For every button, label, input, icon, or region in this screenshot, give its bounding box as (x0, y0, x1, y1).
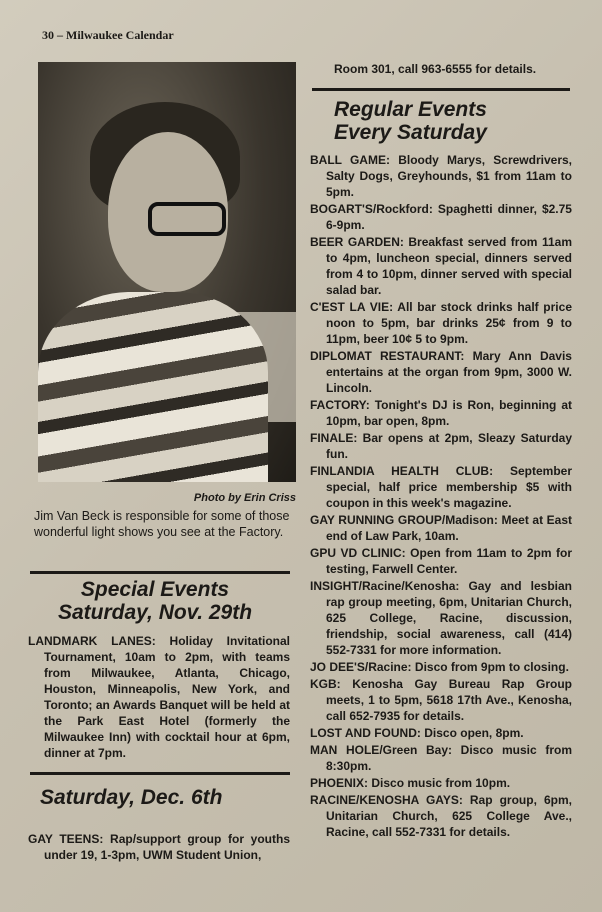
event-text: Rap/support group for youths under 19, 1-3pm, UWM Student Union, (44, 832, 290, 862)
event-name: GAY TEENS: (28, 832, 104, 846)
list-item (310, 152, 572, 200)
list-item (310, 676, 572, 724)
event-text: Bloody Marys, Screwdrivers, Salty Dogs, Greyhounds, $1 from 11am to 5pm. (326, 153, 572, 199)
event-name: BOGART'S/Rockford: (310, 202, 433, 216)
photo-jim-van-beck (38, 62, 296, 482)
divider-regular (312, 88, 570, 91)
list-item (310, 348, 572, 396)
special-events-title (30, 578, 280, 624)
list-item (310, 201, 572, 233)
special-title-line1: Special Events (80, 578, 230, 601)
event-name: LOST AND FOUND: (310, 726, 421, 740)
event-name: FINLANDIA HEALTH CLUB: (310, 464, 494, 478)
regular-events (310, 98, 572, 841)
list-item (310, 299, 572, 347)
event-name: JO DEE'S/Racine: (310, 660, 412, 674)
event-name: GAY RUNNING GROUP/Madison: (310, 513, 498, 527)
list-item (310, 463, 572, 511)
continuation-text: Room 301, call 963-6555 for details. (334, 62, 537, 76)
page-header: 30 – Milwaukee Calendar (42, 28, 174, 42)
event-text: Disco from 9pm to closing. (414, 660, 569, 674)
event-text: Mary Ann Davis entertains at the organ from 9pm, 3000 W. Lincoln. (326, 349, 572, 395)
event-text: Spaghetti dinner, $2.75 6-9pm. (326, 202, 572, 232)
event-text: All bar stock drinks half price noon to 5pm, bar drinks 25¢ from 9 to 11pm, beer 10¢ 5 to 9pm. (326, 300, 572, 346)
list-item (310, 234, 572, 298)
event-text: Disco music from 8:30pm. (326, 743, 572, 773)
event-text: Meet at East end of Law Park, 10am. (326, 513, 573, 543)
photo-credit: Photo by Erin Criss (193, 492, 296, 504)
list-item (310, 725, 572, 741)
divider-special (30, 571, 290, 574)
event-name: FACTORY: (310, 398, 370, 412)
dec6-list (28, 831, 290, 863)
event-name: MAN HOLE/Green Bay: (310, 743, 452, 757)
event-name: FINALE: (310, 431, 358, 445)
event-text: Bar opens at 2pm, Sleazy Saturday fun. (326, 431, 572, 461)
event-text: Holiday Invitational Tournament, 10am to 2pm, with teams from Milwaukee, Atlanta, Chicago, Houston, Minneapolis, New York, and Toronto; an Awards Banquet will be held at the Park East Hotel (formerly the Milwaukee Inn) with cocktail hour at 6pm, dinner at 7pm. (44, 634, 290, 760)
event-name: LANDMARK LANES: (28, 634, 156, 648)
event-name: GPU VD CLINIC: (310, 546, 406, 560)
event-text: Rap group, 6pm, Unitarian Church, 625 College Ave., Racine, call 552-7331 for details. (326, 793, 572, 839)
event-name: INSIGHT/Racine/Kenosha: (310, 579, 460, 593)
event-name: BEER GARDEN: (310, 235, 404, 249)
list-item (310, 430, 572, 462)
regular-events-title (310, 98, 572, 144)
photo-caption: Jim Van Beck is responsible for some of those wonderful light shows you see at the Factory. (34, 509, 290, 539)
photo-glasses (148, 202, 226, 236)
divider-dec6 (30, 772, 290, 775)
event-text: Breakfast served from 11am to 4pm, luncheon special, dinners served from 4 to 10pm, dinner served with special salad bar. (326, 235, 572, 297)
event-name: RACINE/KENOSHA GAYS: (310, 793, 463, 807)
photo-striped-shirt (38, 292, 268, 482)
list-item (310, 578, 572, 658)
event-text: Tonight's DJ is Ron, beginning at 10pm, bar open, 8pm. (326, 398, 572, 428)
event-name: PHOENIX: (310, 776, 369, 790)
regular-events-list (310, 152, 572, 840)
list-item (310, 775, 572, 791)
list-item (310, 659, 572, 675)
event-name: BALL GAME: (310, 153, 390, 167)
list-item (310, 397, 572, 429)
regular-title-line2: Every Saturday (334, 121, 487, 144)
event-name: KGB: (310, 677, 341, 691)
list-item (310, 545, 572, 577)
event-name: C'EST LA VIE: (310, 300, 394, 314)
list-item (28, 831, 290, 863)
event-text: Gay and lesbian rap group meeting, 6pm, Unitarian Church, 625 College, Racine, discussion, friendship, social awareness, call (414) 552-7331 for more information. (326, 579, 572, 657)
regular-title-line1: Regular Events (334, 98, 487, 121)
list-item (310, 512, 572, 544)
event-name: DIPLOMAT RESTAURANT: (310, 349, 465, 363)
list-item (28, 633, 290, 761)
event-text: Disco open, 8pm. (424, 726, 524, 740)
event-text: Disco music from 10pm. (371, 776, 511, 790)
special-title-line2: Saturday, Nov. 29th (57, 601, 253, 624)
event-text: Open from 11am to 2pm for testing, Farwell Center. (326, 546, 572, 576)
event-text: Kenosha Gay Bureau Rap Group meets, 1 to 5pm, 5618 17th Ave., Kenosha, call 652-7935 for details. (326, 677, 572, 723)
list-item (310, 742, 572, 774)
special-events-list (28, 633, 290, 761)
list-item (310, 792, 572, 840)
event-text: September special, half price membership $5 with coupon in this week's magazine. (326, 464, 572, 510)
dec6-title: Saturday, Dec. 6th (40, 786, 223, 809)
